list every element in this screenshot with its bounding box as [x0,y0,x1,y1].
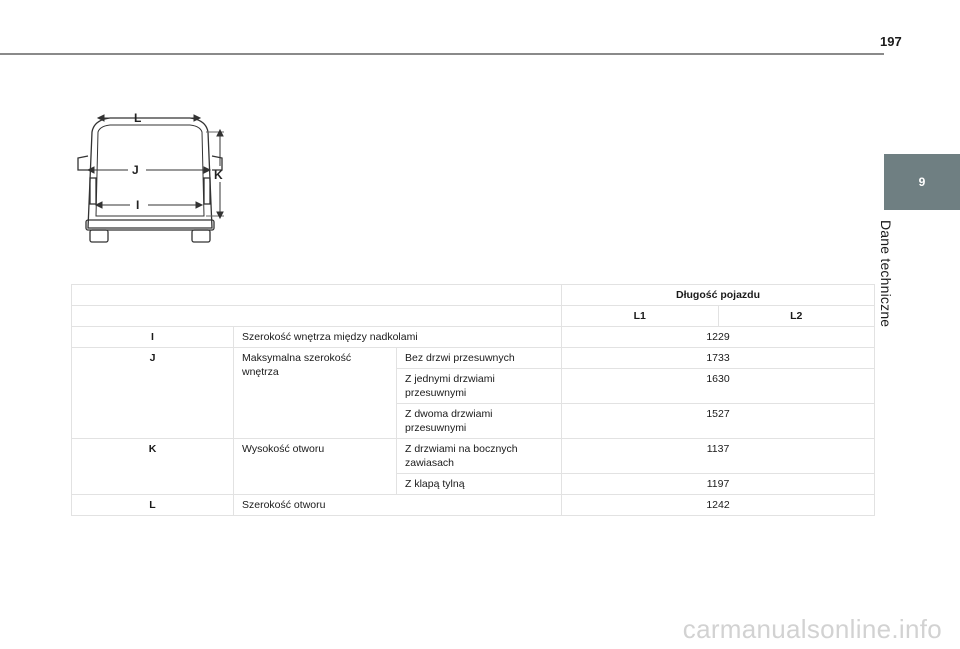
row-description: Wysokość otworu [234,439,397,495]
label-K: K [214,168,223,182]
row-value: 1527 [562,404,875,439]
header-l1: L1 [562,306,719,327]
row-value: 1733 [562,348,875,369]
header-l2: L2 [718,306,875,327]
row-sub-label: Z dwoma drzwiami przesuwnymi [397,404,562,439]
row-description: Szerokość wnętrza między nadkolami [234,327,562,348]
row-key: I [72,327,234,348]
label-I: I [136,198,140,212]
header-rule [0,53,884,55]
chapter-number: 9 [918,175,926,189]
label-J: J [132,163,139,177]
row-key: K [72,439,234,495]
row-value: 1242 [562,495,875,516]
header-vehicle-length: Długość pojazdu [562,285,875,306]
row-value: 1630 [562,369,875,404]
table-row [72,439,875,474]
chapter-title: Dane techniczne [878,220,894,328]
dimensions-table [71,284,875,516]
page-number: 197 [880,34,902,49]
table-row [72,348,875,369]
row-value: 1137 [562,439,875,474]
row-description: Maksymalna szerokość wnętrza [234,348,397,439]
label-L: L [134,111,142,125]
table-header-row [72,285,875,306]
row-sub-label: Z klapą tylną [397,474,562,495]
table-row [72,327,875,348]
row-sub-label: Bez drzwi przesuwnych [397,348,562,369]
row-value: 1197 [562,474,875,495]
table-subheader-row [72,306,875,327]
van-rear-diagram [70,108,230,246]
row-description: Szerokość otworu [234,495,562,516]
table-row [72,495,875,516]
row-key: L [72,495,234,516]
watermark: carmanualsonline.info [682,614,942,644]
row-value: 1229 [562,327,875,348]
row-sub-label: Z drzwiami na bocznych zawiasach [397,439,562,474]
chapter-tab[interactable] [884,154,960,210]
row-sub-label: Z jednymi drzwiami przesuwnymi [397,369,562,404]
row-key: J [72,348,234,439]
